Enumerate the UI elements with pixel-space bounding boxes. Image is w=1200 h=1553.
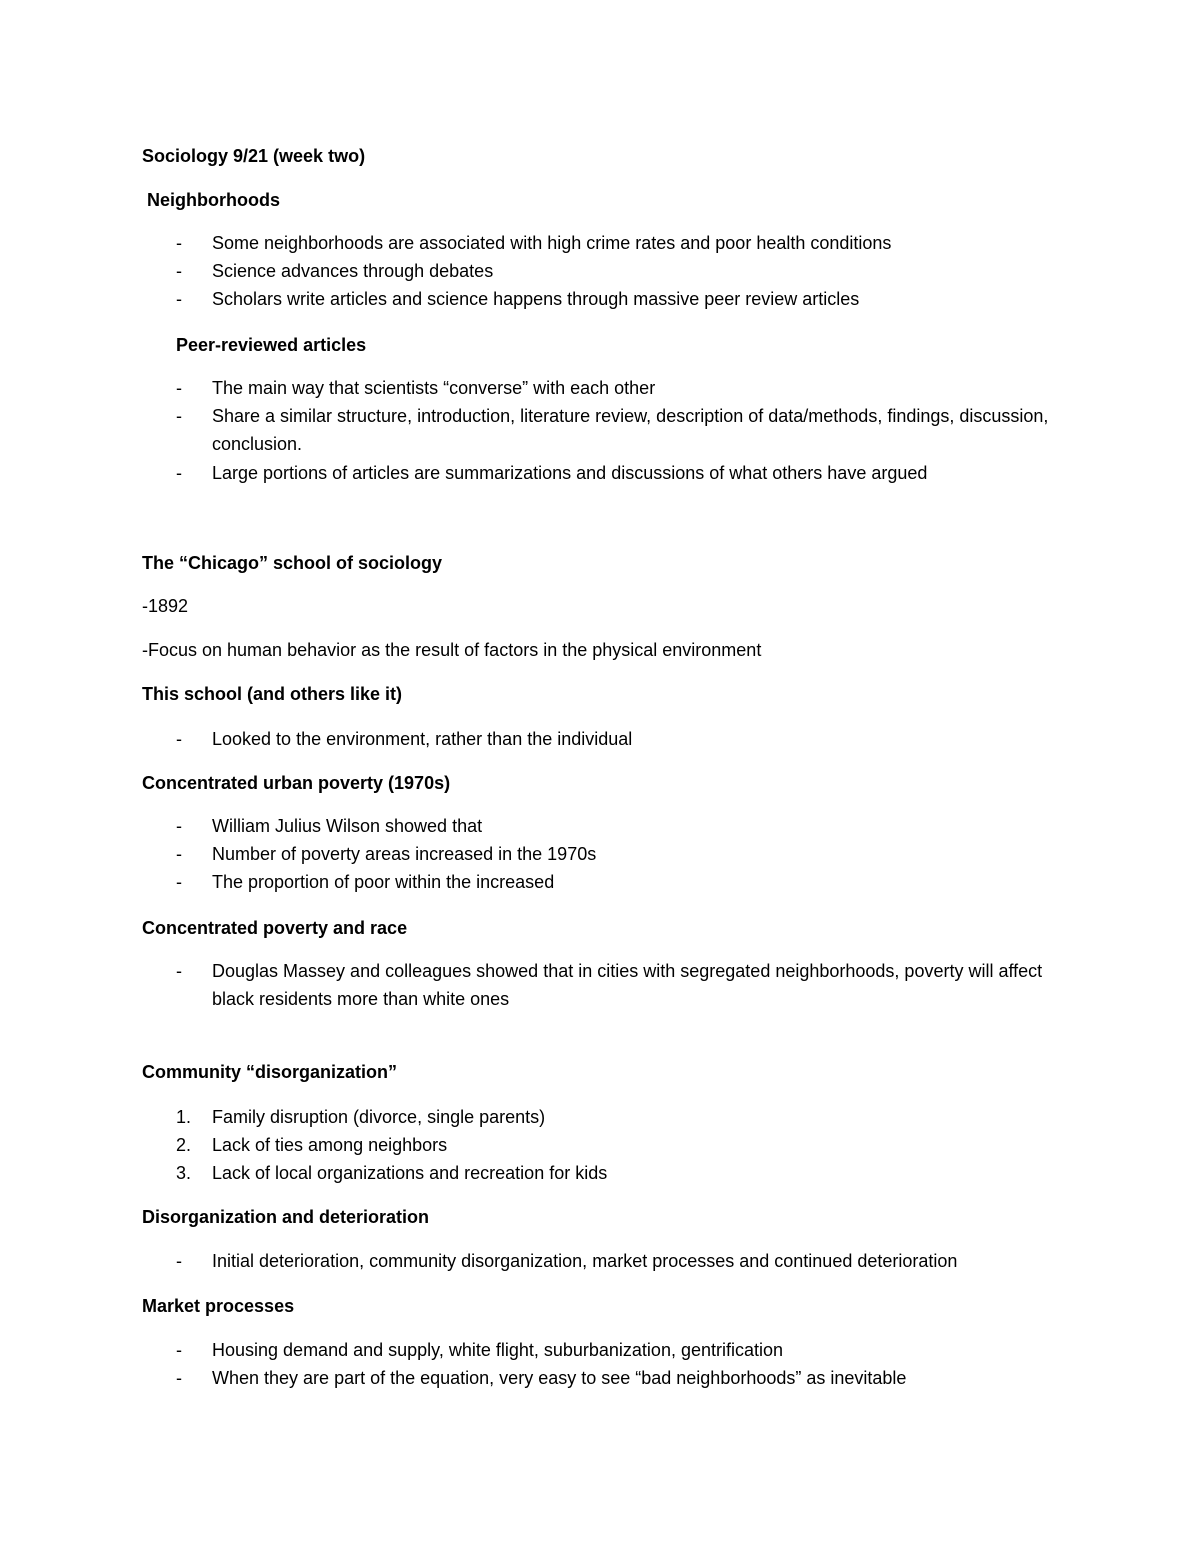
paragraph-line: -1892 bbox=[142, 596, 189, 616]
number-marker: 2. bbox=[176, 1135, 192, 1155]
dash-marker: - bbox=[176, 1368, 182, 1388]
number-marker: 3. bbox=[176, 1163, 192, 1183]
paragraph-line: -Focus on human behavior as the result of factors in the physical environment bbox=[142, 640, 762, 660]
dash-marker: - bbox=[176, 463, 182, 483]
dash-marker: - bbox=[176, 378, 182, 398]
list-item-text: Initial deterioration, community disorganization, market processes and continued deterioration bbox=[212, 1251, 958, 1271]
list-item-text: Family disruption (divorce, single parents) bbox=[212, 1107, 546, 1127]
list-item-text: Lack of ties among neighbors bbox=[212, 1135, 448, 1155]
list-item-text: Science advances through debates bbox=[212, 261, 494, 281]
section-heading-this-school: This school (and others like it) bbox=[142, 684, 403, 704]
list-item-text: Number of poverty areas increased in the 1970s bbox=[212, 844, 597, 864]
list-item-text: William Julius Wilson showed that bbox=[212, 816, 483, 836]
list-item-text: Housing demand and supply, white flight, suburbanization, gentrification bbox=[212, 1340, 784, 1360]
dash-marker: - bbox=[176, 1251, 182, 1271]
section-heading-urban-poverty: Concentrated urban poverty (1970s) bbox=[142, 773, 451, 793]
section-heading-disorganization: Community “disorganization” bbox=[142, 1062, 398, 1082]
list-item-text: The main way that scientists “converse” with each other bbox=[212, 378, 656, 398]
dash-marker: - bbox=[176, 872, 182, 892]
section-heading-peer-reviewed: Peer-reviewed articles bbox=[176, 335, 367, 355]
dash-marker: - bbox=[176, 961, 182, 981]
number-marker: 1. bbox=[176, 1107, 192, 1127]
section-heading-chicago: The “Chicago” school of sociology bbox=[142, 553, 443, 573]
list-item-text: Some neighborhoods are associated with high crime rates and poor health conditions bbox=[212, 233, 892, 253]
list-item-text: Large portions of articles are summarizations and discussions of what others have argued bbox=[212, 463, 928, 483]
section-heading-poverty-race: Concentrated poverty and race bbox=[142, 918, 408, 938]
dash-marker: - bbox=[176, 816, 182, 836]
dash-marker: - bbox=[176, 261, 182, 281]
dash-marker: - bbox=[176, 844, 182, 864]
dash-marker: - bbox=[176, 233, 182, 253]
document-title: Sociology 9/21 (week two) bbox=[142, 146, 366, 166]
list-item-text: Scholars write articles and science happens through massive peer review articles bbox=[212, 289, 860, 309]
list-item-text: Lack of local organizations and recreation for kids bbox=[212, 1163, 608, 1183]
dash-marker: - bbox=[176, 729, 182, 749]
section-heading-market: Market processes bbox=[142, 1296, 295, 1316]
list-item-text: The proportion of poor within the increased bbox=[212, 872, 555, 892]
section-heading-deterioration: Disorganization and deterioration bbox=[142, 1207, 430, 1227]
dash-marker: - bbox=[176, 289, 182, 309]
section-heading-neighborhoods: Neighborhoods bbox=[147, 190, 280, 210]
dash-marker: - bbox=[176, 406, 182, 426]
list-item-text: Looked to the environment, rather than the individual bbox=[212, 729, 633, 749]
list-item-text: Share a similar structure, introduction, literature review, description of data/methods, findings, discussion, conclusion. bbox=[212, 406, 1049, 454]
list-item-text: When they are part of the equation, very easy to see “bad neighborhoods” as inevitable bbox=[212, 1368, 907, 1388]
dash-marker: - bbox=[176, 1340, 182, 1360]
list-item-text: Douglas Massey and colleagues showed that in cities with segregated neighborhoods, poverty will affect black residents more than white ones bbox=[212, 961, 1043, 1009]
